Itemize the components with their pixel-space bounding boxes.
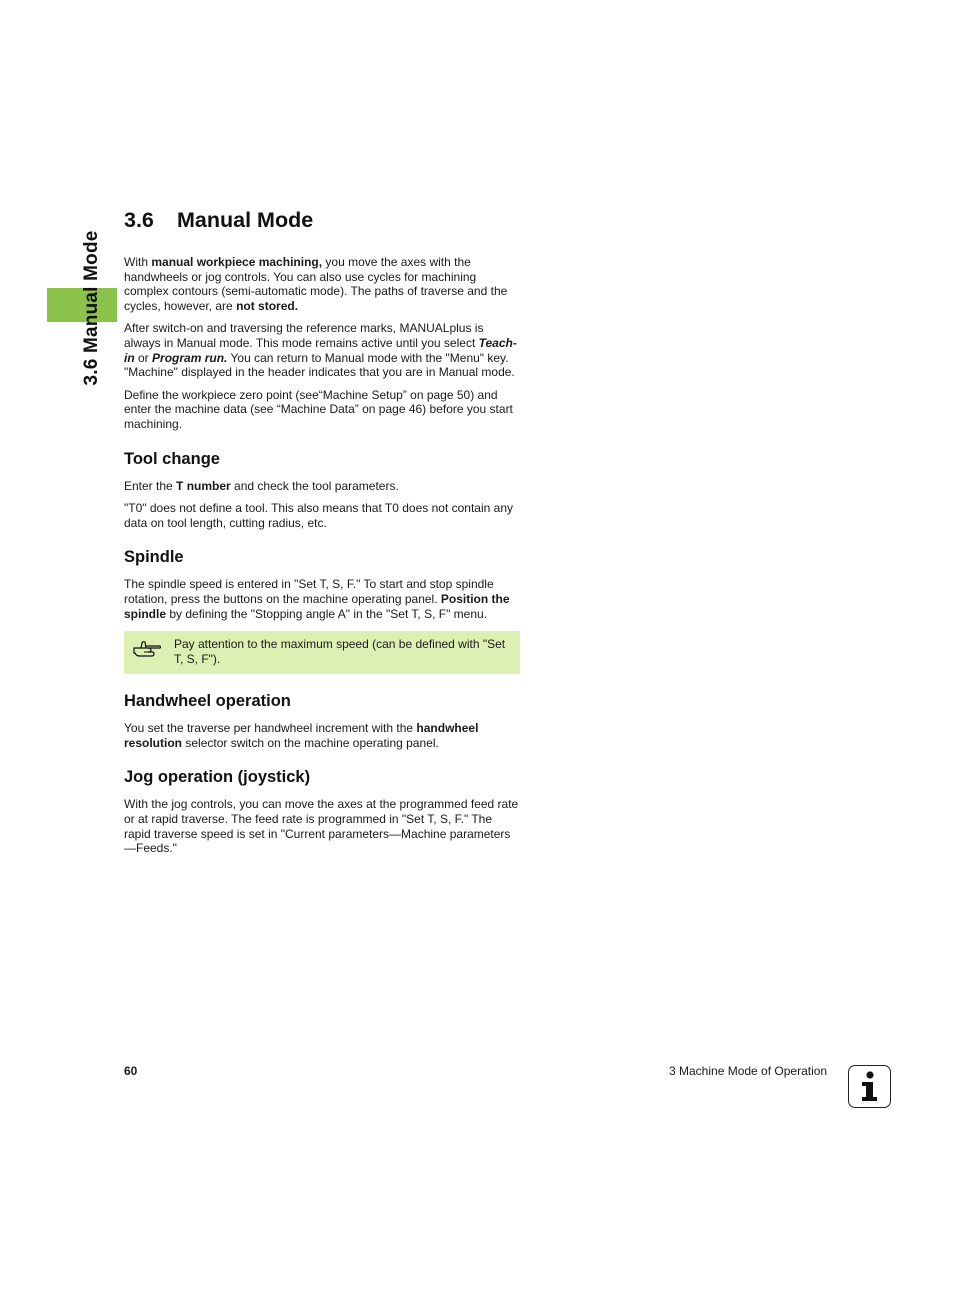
side-tab-label: 3.6 Manual Mode bbox=[81, 230, 102, 386]
page-number: 60 bbox=[124, 1064, 138, 1078]
handwheel-paragraph-1: You set the traverse per handwheel increment with the handwheel resolution selector switch on the machine operating panel. bbox=[124, 721, 479, 750]
note-box bbox=[124, 631, 520, 674]
intro-paragraph-2: After switch-on and traversing the reference marks, MANUALplus is always in Manual mode. This mode remains active until you select Teach-in or Program run. You can return to Manual mode with the "Menu" key. "Machine" displayed in the header indicates that you are in Manual mode. bbox=[124, 321, 517, 380]
page-content bbox=[124, 208, 520, 864]
section-number: 3.6 bbox=[124, 208, 154, 232]
spindle-heading: Spindle bbox=[124, 548, 184, 567]
intro-paragraph-1: With manual workpiece machining, you move the axes with the handwheels or jog controls. You can also use cycles for machining complex contours (semi-automatic mode). The paths of traverse and the cycles, however, are not stored. bbox=[124, 255, 508, 313]
pointing-hand-icon bbox=[132, 635, 174, 664]
chapter-title: 3 Machine Mode of Operation bbox=[669, 1064, 828, 1078]
intro-paragraph-3: Define the workpiece zero point (see“Machine Setup” on page 50) and enter the machine data (see “Machine Data” on page 46) before you start machining. bbox=[124, 387, 513, 431]
jog-heading: Jog operation (joystick) bbox=[124, 768, 311, 787]
note-text: Pay attention to the maximum speed (can be defined with "Set T, S, F"). bbox=[174, 637, 506, 666]
tool-change-paragraph-2: "T0" does not define a tool. This also means that T0 does not contain any data on tool length, cutting radius, etc. bbox=[124, 501, 513, 530]
section-title-text: Manual Mode bbox=[177, 208, 314, 232]
handwheel-heading: Handwheel operation bbox=[124, 692, 291, 711]
section-title bbox=[124, 208, 520, 233]
jog-paragraph-1: With the jog controls, you can move the axes at the programmed feed rate or at rapid traverse. The feed rate is programmed in "Set T, S, F." The rapid traverse speed is set in "Current parameters—Machine parameters—Feeds." bbox=[124, 797, 519, 856]
tool-change-heading: Tool change bbox=[124, 449, 220, 468]
tool-change-paragraph-1: Enter the T number and check the tool parameters. bbox=[124, 478, 399, 493]
info-icon bbox=[848, 1065, 891, 1108]
spindle-paragraph-1: The spindle speed is entered in "Set T, S, F." To start and stop spindle rotation, press the buttons on the machine operating panel. Position the spindle by defining the "Stopping angle A" in the "Set T, S, F" menu. bbox=[124, 577, 510, 621]
